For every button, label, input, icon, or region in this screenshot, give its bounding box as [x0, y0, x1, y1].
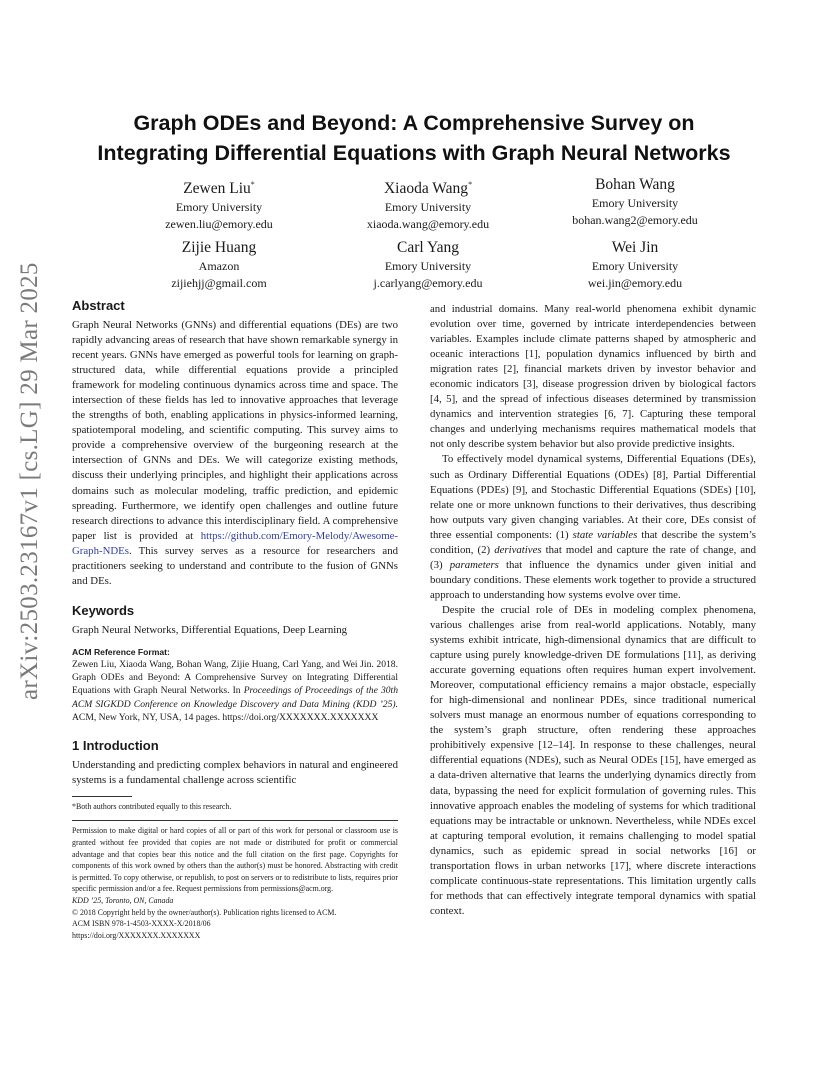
author-block-5 [313, 238, 543, 292]
title-line-1: Graph ODEs and Beyond: A Comprehensive Survey on [133, 111, 695, 135]
author-affiliation: Amazon [198, 259, 240, 273]
author-affiliation: Emory University [384, 259, 472, 273]
author-email: xiaoda.wang@emory.edu [366, 217, 490, 232]
left-column [72, 298, 398, 941]
conference-line: KDD ’25, Toronto, ON, Canada [72, 896, 174, 906]
abstract-text: Graph Neural Networks (GNNs) and differential equations (DEs) are two rapidly advancing areas of research that have shown remarkable synergy in recent years. GNNs have emerged as powerful tools for learning on graph-structured data, while differential equations provide a principled framework for modeling continuous dynamics across time and space. The intersection of these fields has led to innovative approaches that leverage the strengths of both, enabling applications in physics-informed learning, spatiotemporal modeling, and scientific computing. This survey aims to provide a comprehensive overview of the burgeoning research at the intersection of GNNs and DEs. We will categorize existing methods, discuss their underlying principles, and highlight their applications across domains such as molecular modeling, traffic prediction, and epidemic spreading. Furthermore, we identify open challenges and outline future research directions to advance this interdisciplinary field. A comprehensive paper list is provided at https://github.com/Emory-Melody/Awesome-Graph-NDEs. This survey serves as a resource for researchers and practitioners seeking to understand and contribute to the fusion of GNNs and DEs. [72, 319, 398, 587]
introduction-heading: 1 Introduction [72, 738, 159, 754]
permission-text: Permission to make digital or hard copies of all or part of this work for personal or classroom use is granted without fee provided that copies are not made or distributed for profit or commercial advantage and that copies bear this notice and the full citation on the first page. Copyrights for components of this work owned by others than the author(s) must be honored. Abstracting with credit is permitted. To copy otherwise, or republish, to post on servers or to redistribute to lists, requires prior specific permission and/or a fee. Request permissions from permissions@acm.org. [72, 826, 398, 894]
author-email: j.carlyang@emory.edu [373, 276, 483, 290]
doi-line: https://doi.org/XXXXXXX.XXXXXXX [72, 930, 201, 940]
author-name: Zijie Huang [181, 239, 257, 256]
author-block-1 [104, 175, 334, 233]
author-email: zijiehjj@gmail.com [171, 276, 267, 290]
intro-paragraph-1: and industrial domains. Many real-world phenomena exhibit dynamic evolution over time, governed by intricate interdependencies between variables. Examples include climate patterns shaped by atmospheric and oceanic interactions [1], population dynamics influenced by birth and migration rates [2], financial markets driven by investor behavior and economic indicators [3], disease progression driven by biological factors [4, 5], and the spread of infectious diseases determined by transmission dynamics and intervention strategies [6, 7]. Capturing these temporal changes and underlying mechanisms requires mathematical models that not only describe system behavior but also provide predictive insights. [430, 303, 756, 451]
author-email: wei.jin@emory.edu [587, 276, 683, 290]
footnote: *Both authors contributed equally to this research. [72, 802, 232, 812]
author-block-2 [313, 175, 543, 233]
paper-list-link[interactable]: https://github.com/Emory-Melody/Awesome-Graph-NDEs [72, 529, 398, 557]
title-line-2: Integrating Differential Equations with Graph Neural Networks [97, 141, 731, 165]
intro-paragraph-2: To effectively model dynamical systems, Differential Equations (DEs), such as Ordinary Differential Equations (ODEs) [8], Partial Differential Equations (PDEs) [9], and Stochastic Differential Equations (SDEs) [10], relate one or more unknown functions to their derivatives, thus describing how outputs vary given changing variables. At their core, DEs consist of three essential components: (1) state variables that describe the system’s condition, (2) derivatives that model and capture the rate of change, and (3) parameters that influence the dynamics under given initial and boundary conditions. These elements work together to provide a structured approach to understanding how systems evolve over time. [430, 453, 756, 601]
intro-left-text: Understanding and predicting complex behaviors in natural and engineered systems is a fundamental challenge across scientific [72, 759, 398, 787]
keywords-heading: Keywords [72, 602, 135, 618]
author-email: bohan.wang2@emory.edu [572, 213, 698, 227]
arxiv-stamp: arXiv:2503.23167v1 [cs.LG] 29 Mar 2025 [16, 262, 43, 700]
author-mark: * [250, 180, 255, 189]
paper-title [40, 108, 788, 168]
author-email: zewen.liu@emory.edu [165, 217, 273, 232]
author-name: Bohan Wang [595, 176, 675, 193]
acm-reference-heading: ACM Reference Format: [72, 646, 170, 657]
acm-reference-text: Zewen Liu, Xiaoda Wang, Bohan Wang, Zijie Huang, Carl Yang, and Wei Jin. 2018. Graph ODEs and Beyond: A Comprehensive Survey on Integrating Differential Equations with Graph Neural Networks. In Proceedings of Proceedings of the 30th ACM SIGKDD Conference on Knowledge Discovery and Data Mining (KDD ’25). ACM, New York, NY, USA, 14 pages. https://doi.org/XXXXXXX.XXXXXXX [72, 658, 398, 724]
author-block-6 [520, 238, 750, 292]
abstract-heading: Abstract [72, 298, 125, 313]
author-mark: * [468, 180, 473, 189]
author-affiliation: Emory University [175, 200, 263, 215]
copyright-line: © 2018 Copyright held by the owner/author(s). Publication rights licensed to ACM. [72, 907, 337, 917]
author-name: Wei Jin [611, 239, 659, 256]
author-affiliation: Emory University [591, 259, 679, 273]
author-block-3 [520, 175, 750, 229]
author-name: Xiaoda Wang [383, 180, 469, 198]
intro-paragraph-3: Despite the crucial role of DEs in modeling complex phenomena, various challenges arise from real-world applications. Notably, many systems exhibit intricate, high-dimensional dynamics that are difficult to capture using purely knowledge-driven DE formulations [11], as deriving accurate governing equations often requires human expert involvement. Moreover, computational efficiency remains a major obstacle, especially for high-dimensional and nonlinear PDEs, since traditional numerical solvers must manage an enormous number of equations corresponding to the system’s graph structure, often rendering these approaches prohibitively expensive [12–14]. In response to these challenges, neural differential equations (NDEs), such as Neural ODEs [15], have emerged as a data-driven alternative that learns the underlying dynamics directly from data, bypassing the need for explicit formulation of governing rules. This innovative approach enables the modeling of systems for which traditional equations may be intractable or unknown. Nevertheless, while NDEs excel at capturing temporal evolution, it remains challenging to model spatial dynamics, such as epidemic spread in social networks [16] or transportation flows in urban networks [17], where discrete interactions complicate continuous-state representations. This limitation urgently calls for methods that can effectively integrate temporal dynamics with spatial context. [430, 603, 756, 917]
author-name: Zewen Liu [183, 180, 251, 198]
author-affiliation: Emory University [384, 200, 472, 215]
author-affiliation: Emory University [591, 196, 679, 210]
author-block-4 [104, 238, 334, 292]
footnote-rule [72, 796, 132, 797]
isbn-line: ACM ISBN 978-1-4503-XXXX-X/2018/06 [72, 919, 211, 929]
keywords-text: Graph Neural Networks, Differential Equations, Deep Learning [72, 623, 348, 636]
author-name: Carl Yang [396, 239, 459, 256]
right-column [430, 302, 756, 919]
permission-rule [72, 820, 398, 821]
